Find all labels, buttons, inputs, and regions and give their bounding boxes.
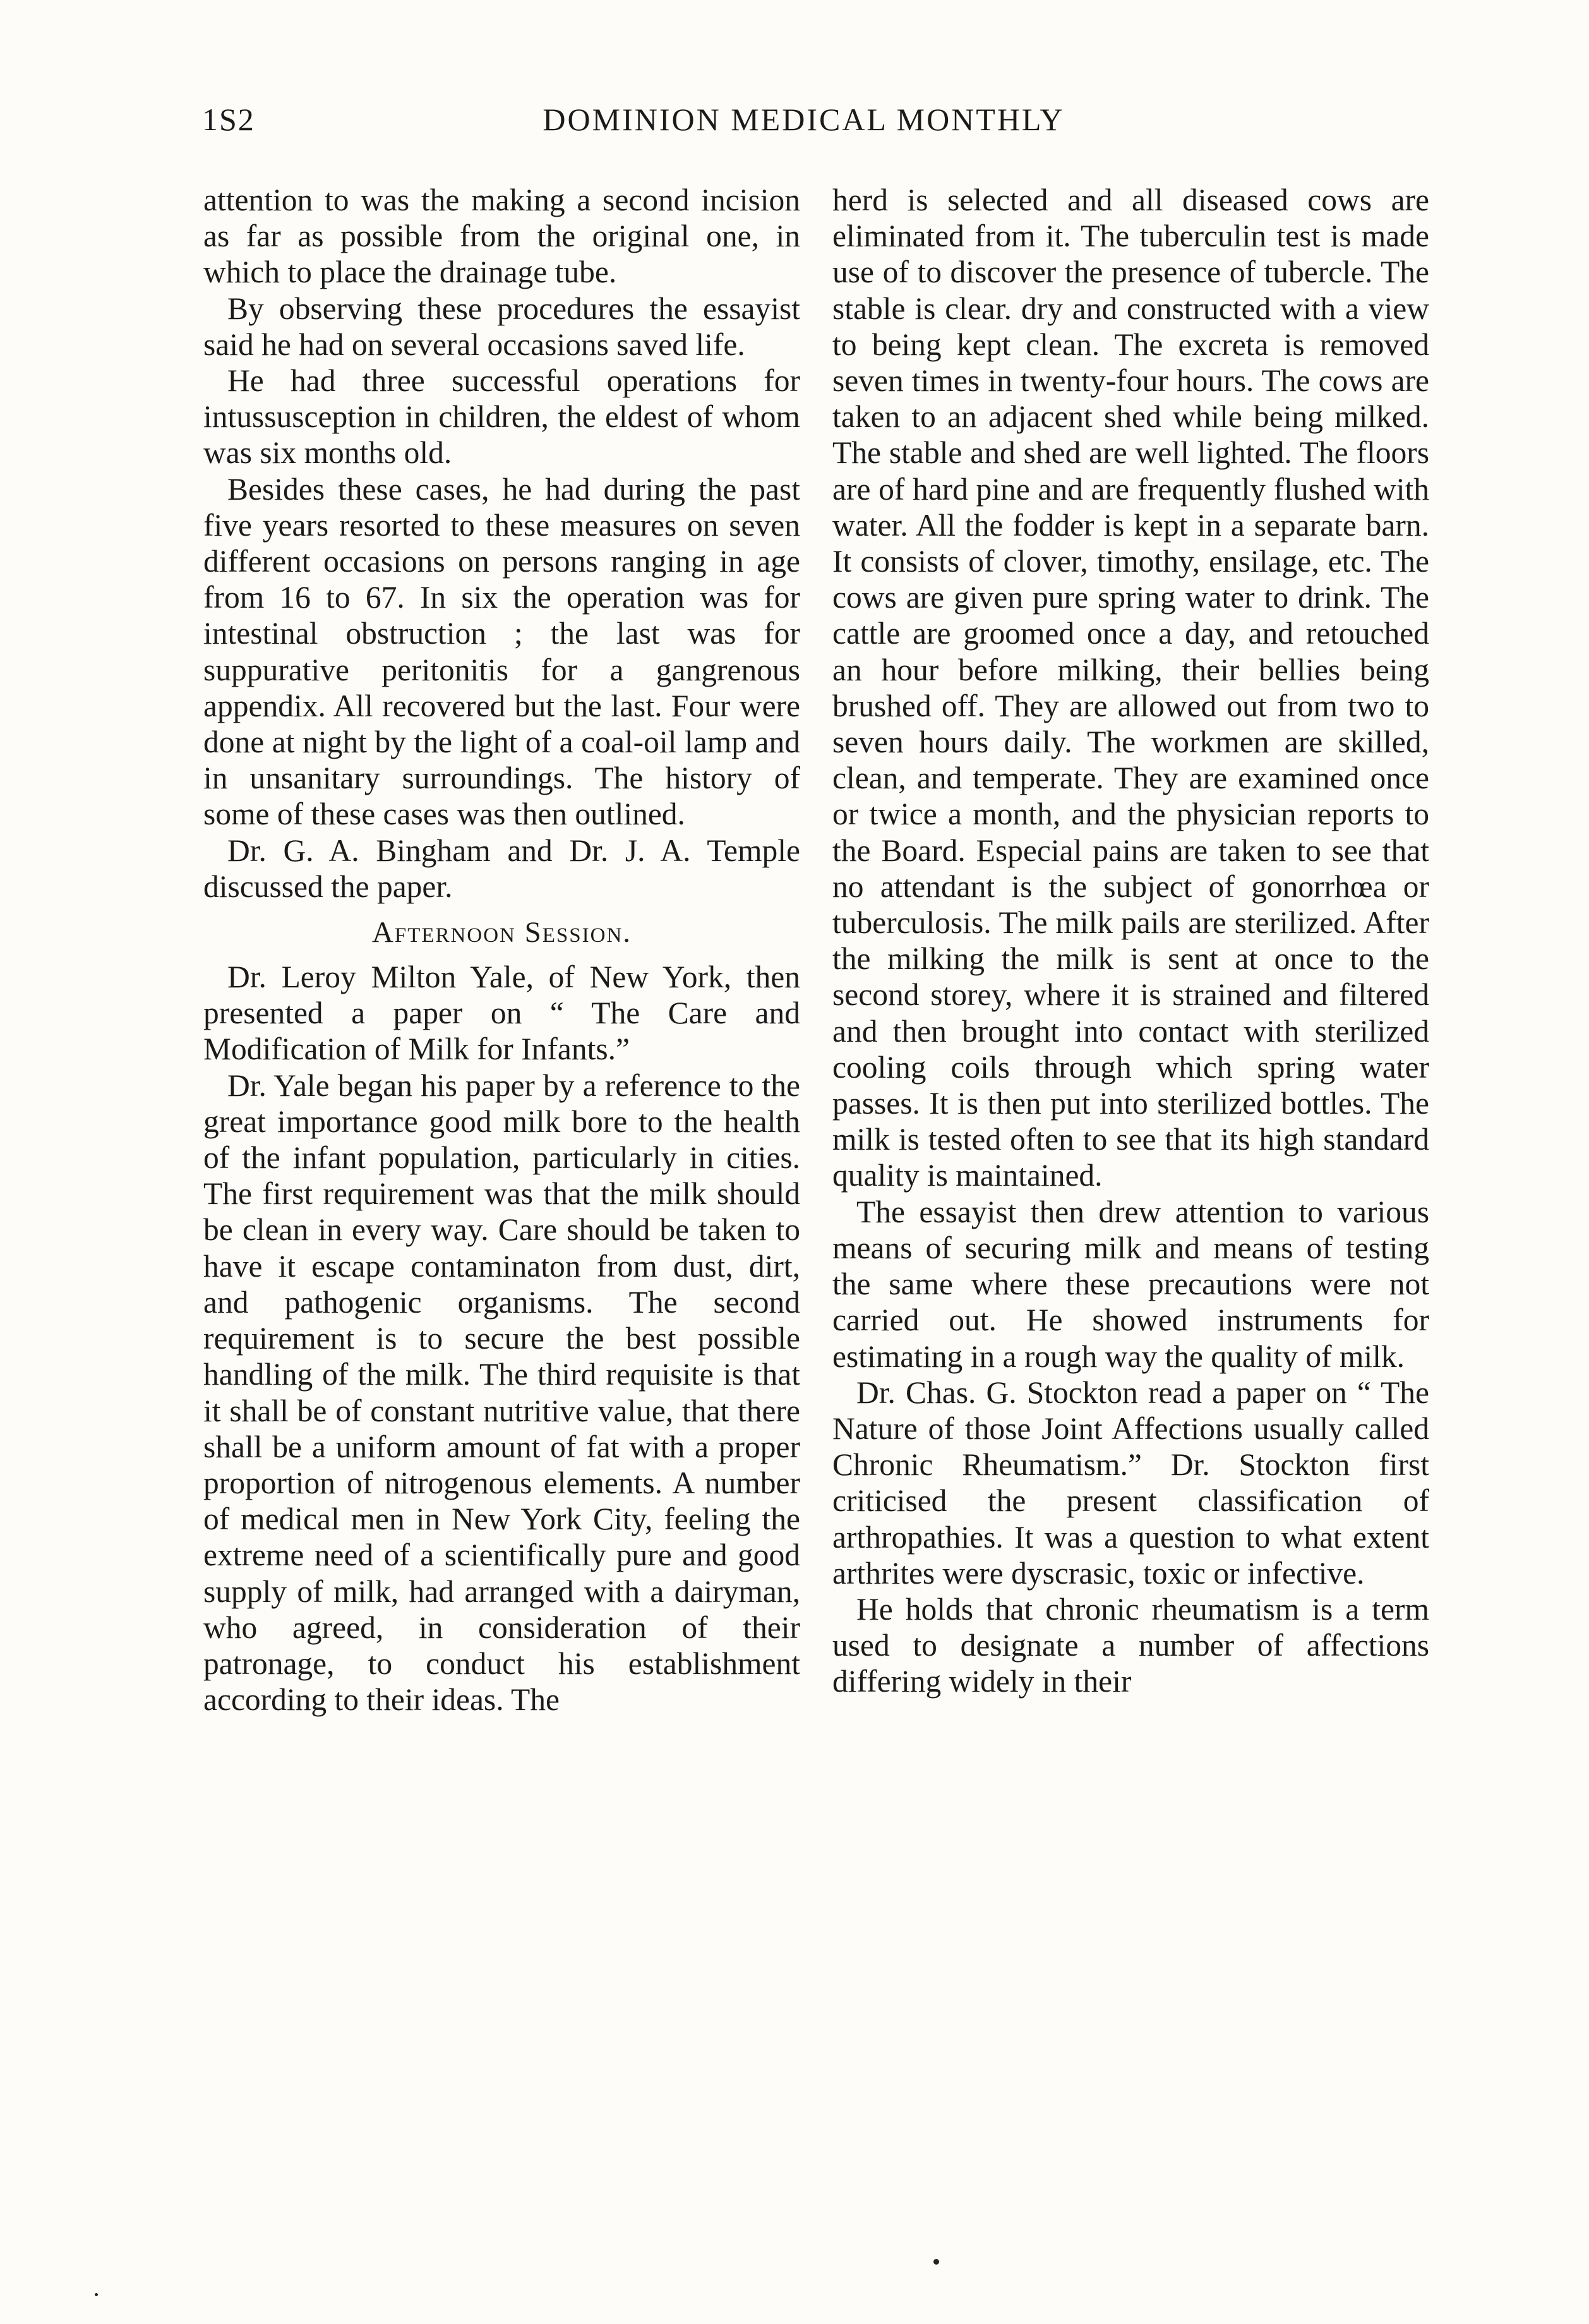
paragraph: attention to was the making a second incision as far as possible from the original one, in which to place the drainage tube. bbox=[203, 183, 800, 290]
paragraph: Dr. G. A. Bingham and Dr. J. A. Temple discussed the paper. bbox=[203, 833, 800, 904]
paragraph: Dr. Chas. G. Stockton read a paper on “ The Nature of those Joint Affections usually called Chronic Rheumatism.” Dr. Stockton first criticised the present classification of arthropathies. It was a question to what extent arthrites were dyscrasic, toxic or infective. bbox=[832, 1375, 1429, 1591]
page-header bbox=[202, 101, 1405, 152]
section-heading: Afternoon Session. bbox=[371, 916, 632, 949]
paragraph: Dr. Yale began his paper by a reference to the great importance good milk bore to the health of the infant population, particularly in cities. The first requirement was that the milk should be clean in every way. Care should be taken to have it escape contaminaton from dust, dirt, and pathogenic organisms. The second requirement is to secure the best possible handling of the milk. The third requisite is that it shall be of constant nutritive value, that there shall be a uniform amount of fat with a proper proportion of nitrogenous elements. A number of medical men in New York City, feeling the extreme need of a scientifically pure and good supply of milk, had arranged with a dairyman, who agreed, in consideration of their patronage, to conduct his establishment according to their ideas. The bbox=[203, 1068, 800, 1718]
print-speck bbox=[95, 2293, 98, 2296]
right-column bbox=[832, 182, 1429, 1700]
left-column bbox=[203, 182, 800, 1718]
paragraph: The essayist then drew attention to various means of securing milk and means of testing the same where these precautions were not carried out. He showed instruments for estimating in a rough way the quality of milk. bbox=[832, 1194, 1429, 1374]
running-head: DOMINION MEDICAL MONTHLY bbox=[543, 102, 1065, 137]
paragraph: Dr. Leroy Milton Yale, of New York, then presented a paper on “ The Care and Modification of Milk for Infants.” bbox=[203, 960, 800, 1067]
print-speck bbox=[933, 2259, 939, 2265]
paragraph: Besides these cases, he had during the past five years resorted to these measures on seven different occasions on persons ranging in age from 16 to 67. In six the operation was for intestinal obstruction ; the last was for suppurative peritonitis for a gangrenous appendix. All recovered but the last. Four were done at night by the light of a coal-oil lamp and in unsanitary surroundings. The history of some of these cases was then outlined. bbox=[203, 471, 800, 832]
paragraph: He had three successful operations for intussusception in children, the eldest of whom was six months old. bbox=[203, 363, 800, 471]
paragraph: herd is selected and all diseased cows are eliminated from it. The tuberculin test is made use of to discover the presence of tubercle. The stable is clear. dry and constructed with a view to being kept clean. The excreta is removed seven times in twenty-four hours. The cows are taken to an adjacent shed while being milked. The stable and shed are well lighted. The floors are of hard pine and are frequently flushed with water. All the fodder is kept in a separate barn. It consists of clover, timothy, ensilage, etc. The cows are given pure spring water to drink. The cattle are groomed once a day, and retouched an hour before milking, their bellies being brushed off. They are allowed out from two to seven hours daily. The workmen are skilled, clean, and temperate. They are examined once or twice a month, and the physician reports to the Board. Especial pains are taken to see that no attendant is the subject of gonorrhœa or tuberculosis. The milk pails are sterilized. After the milking the milk is sent at once to the second storey, where it is strained and filtered and then brought into contact with sterilized cooling coils through which spring water passes. It is then put into sterilized bottles. The milk is tested often to see that its high standard quality is maintained. bbox=[832, 183, 1429, 1193]
paragraph: He holds that chronic rheumatism is a term used to designate a number of affections differing widely in their bbox=[832, 1591, 1429, 1699]
page-number: 1S2 bbox=[202, 102, 255, 137]
paragraph: By observing these procedures the essayist said he had on several occasions saved life. bbox=[203, 291, 800, 362]
